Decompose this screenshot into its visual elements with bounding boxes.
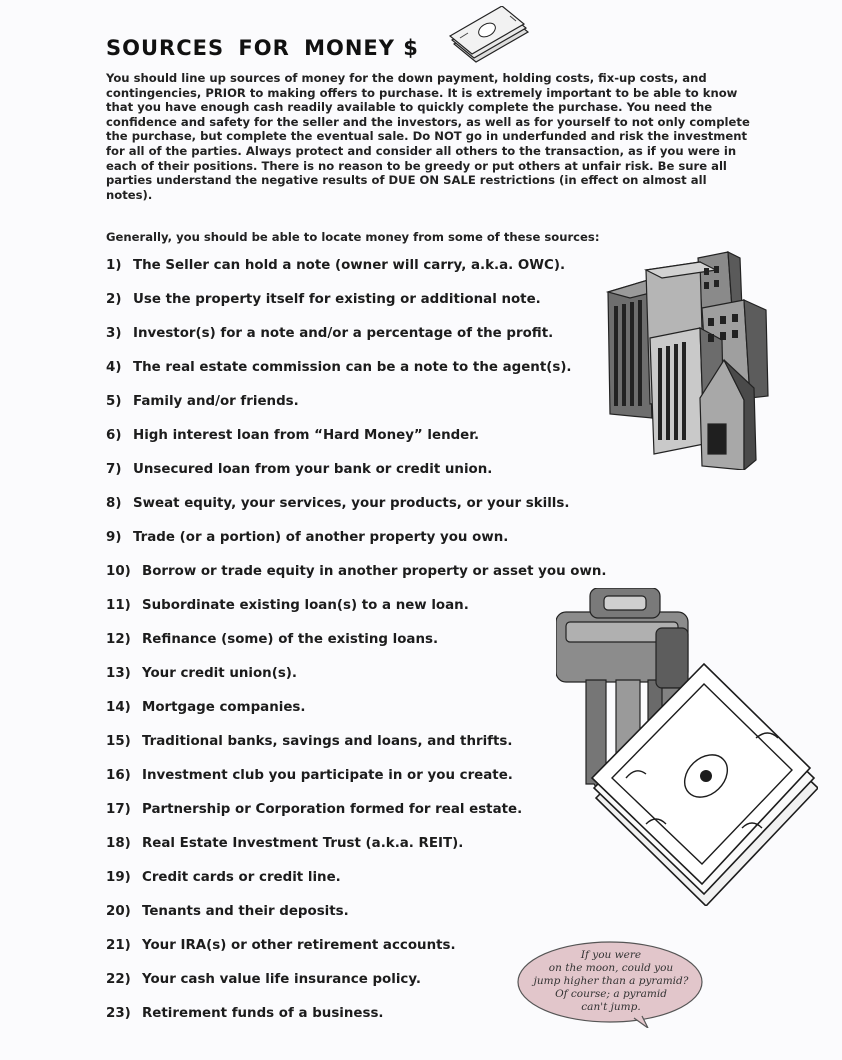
title-word-3: MONEY $: [304, 36, 419, 60]
item-number: 10): [106, 564, 131, 579]
item-text: Investor(s) for a note and/or a percentage of the profit.: [133, 326, 554, 341]
list-item: [106, 972, 421, 987]
item-number: 23): [106, 1006, 131, 1021]
list-item: [106, 734, 512, 749]
item-number: 8): [106, 496, 122, 511]
item-text: Use the property itself for existing or additional note.: [133, 292, 541, 307]
list-item: [106, 632, 438, 647]
list-item: [106, 904, 349, 919]
keys-and-money-icon: [556, 588, 818, 906]
item-text: Investment club you participate in or you create.: [142, 768, 513, 783]
list-item: [106, 496, 569, 511]
list-item: [106, 802, 522, 817]
list-item: [106, 428, 479, 443]
bubble-line: Of course; a pyramid: [555, 988, 667, 1000]
list-item: [106, 700, 305, 715]
item-number: 21): [106, 938, 131, 953]
item-number: 6): [106, 428, 122, 443]
item-text: Trade (or a portion) of another property you own.: [133, 530, 509, 545]
list-item: [106, 462, 492, 477]
item-text: The real estate commission can be a note to the agent(s).: [133, 360, 572, 375]
item-text: Tenants and their deposits.: [142, 904, 349, 919]
city-buildings-icon: [604, 248, 770, 470]
intro-paragraph: You should line up sources of money for the down payment, holding costs, fix-up costs, and contingencies, PRIOR to making offers to purchase. It is extremely important to be able to know that you have enough cash readily available to quickly complete the purchase. You need the confidence and safety for the seller and the investors, as well as for yourself to not only complete the purchase, but complete the eventual sale. Do NOT go in underfunded and risk the investment for all of the parties. Always protect and consider all others to the transaction, as if you were in each of their positions. There is no reason to be greedy or put others at unfair risk. Be sure all parties understand the negative results of DUE ON SALE restrictions (in effect on almost all notes).: [106, 71, 750, 202]
list-item: [106, 938, 456, 953]
item-number: 17): [106, 802, 131, 817]
item-number: 20): [106, 904, 131, 919]
item-text: Credit cards or credit line.: [142, 870, 341, 885]
list-item: [106, 394, 299, 409]
item-number: 2): [106, 292, 122, 307]
bubble-line: on the moon, could you: [548, 962, 674, 974]
item-number: 7): [106, 462, 122, 477]
item-text: Mortgage companies.: [142, 700, 306, 715]
item-number: 15): [106, 734, 131, 749]
bubble-line: If you were: [580, 949, 642, 961]
lead-sentence: Generally, you should be able to locate money from some of these sources:: [106, 230, 600, 244]
item-number: 13): [106, 666, 131, 681]
item-text: Your cash value life insurance policy.: [142, 972, 421, 987]
item-text: Retirement funds of a business.: [142, 1006, 384, 1021]
list-item: [106, 1006, 384, 1021]
title-word-1: SOURCES: [106, 36, 225, 60]
item-text: High interest loan from “Hard Money” lender.: [133, 428, 480, 443]
bubble-joke: [526, 949, 696, 1014]
item-number: 11): [106, 598, 131, 613]
item-number: 19): [106, 870, 131, 885]
item-text: Your IRA(s) or other retirement accounts.: [142, 938, 456, 953]
item-number: 9): [106, 530, 122, 545]
item-text: Borrow or trade equity in another property or asset you own.: [142, 564, 607, 579]
item-text: Traditional banks, savings and loans, and thrifts.: [142, 734, 513, 749]
list-item: [106, 258, 565, 273]
item-text: Unsecured loan from your bank or credit union.: [133, 462, 493, 477]
list-item: [106, 530, 508, 545]
bubble-line: can't jump.: [581, 1001, 641, 1013]
item-number: 3): [106, 326, 122, 341]
list-item: [106, 768, 513, 783]
item-number: 18): [106, 836, 131, 851]
money-stack-icon: [444, 6, 532, 64]
item-text: Sweat equity, your services, your products, or your skills.: [133, 496, 570, 511]
item-text: Subordinate existing loan(s) to a new loan.: [142, 598, 469, 613]
list-item: [106, 326, 553, 341]
item-text: The Seller can hold a note (owner will carry, a.k.a. OWC).: [133, 258, 566, 273]
item-text: Partnership or Corporation formed for real estate.: [142, 802, 523, 817]
title-word-2: FOR: [238, 36, 290, 60]
item-number: 1): [106, 258, 122, 273]
list-item: [106, 564, 606, 579]
list-item: [106, 666, 297, 681]
item-text: Refinance (some) of the existing loans.: [142, 632, 439, 647]
item-text: Family and/or friends.: [133, 394, 299, 409]
item-number: 14): [106, 700, 131, 715]
item-number: 22): [106, 972, 131, 987]
bubble-line: jump higher than a pyramid?: [533, 975, 689, 987]
item-number: 4): [106, 360, 122, 375]
item-text: Real Estate Investment Trust (a.k.a. REIT).: [142, 836, 464, 851]
item-number: 16): [106, 768, 131, 783]
item-number: 12): [106, 632, 131, 647]
item-text: Your credit union(s).: [142, 666, 298, 681]
list-item: [106, 870, 341, 885]
item-number: 5): [106, 394, 122, 409]
list-item: [106, 292, 541, 307]
list-item: [106, 598, 469, 613]
page-title: [106, 36, 419, 60]
list-item: [106, 360, 572, 375]
list-item: [106, 836, 463, 851]
